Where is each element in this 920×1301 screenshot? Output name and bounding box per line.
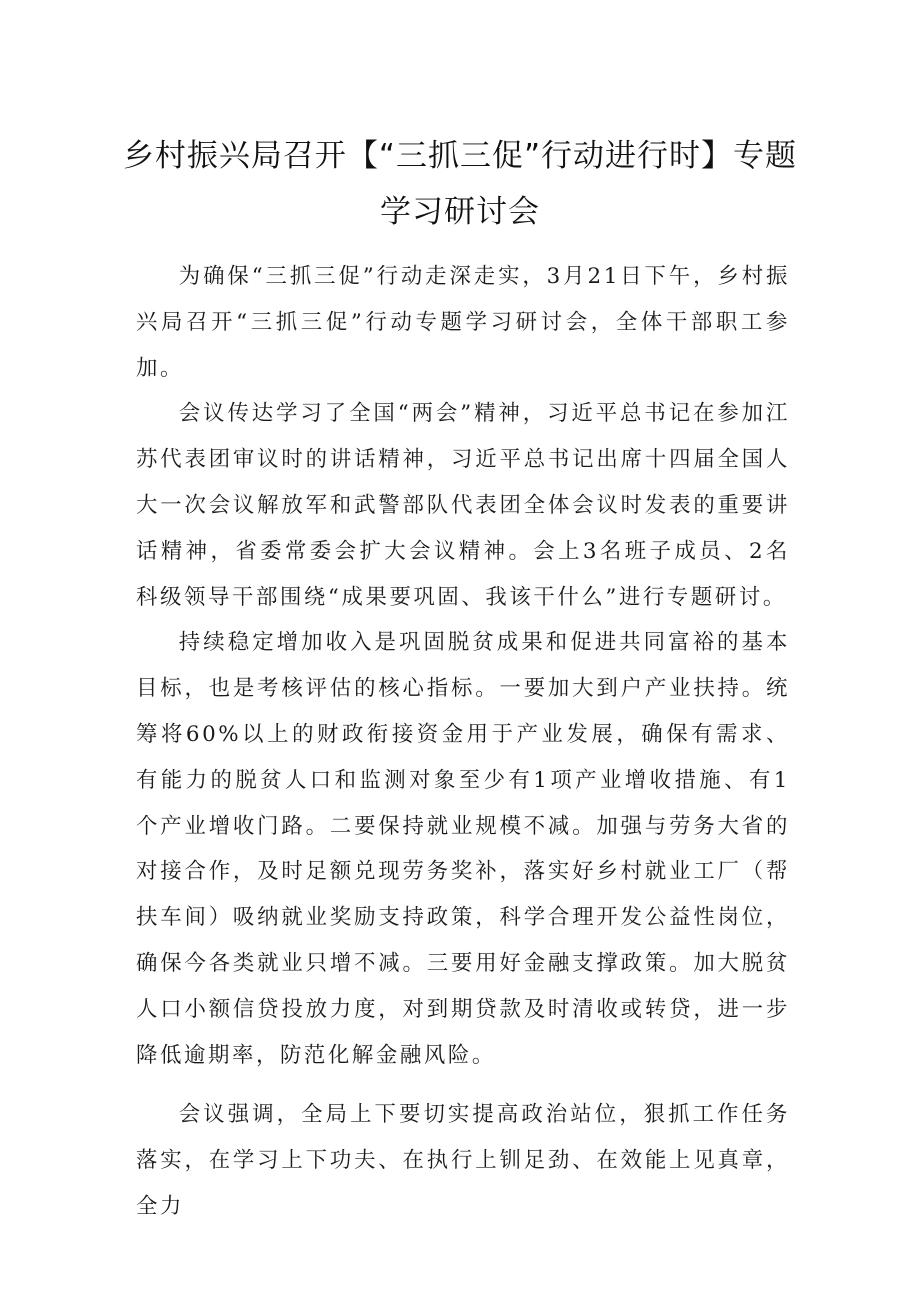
paragraph-income-measures: 持续稳定增加收入是巩固脱贫成果和促进共同富裕的基本目标，也是考核评估的核心指标。一要加大到户产业扶持。统筹将60%以上的财政衔接资金用于产业发展，确保有需求、有能力的脱贫人口和监测对象至少有1项产业增收措施、有1个产业增收门路。二要保持就业规模不减。加强与劳务大省的对接合作，及时足额兑现劳务奖补，落实好乡村就业工厂（帮扶车间）吸纳就业奖励支持政策，科学合理开发公益性岗位，确保今各类就业只增不减。三要用好金融支撑政策。加大脱贫人口小额信贷投放力度，对到期贷款及时清收或转贷，进一步降低逾期率，防范化解金融风险。 — [136, 630, 790, 1068]
paragraph-meeting-content: 会议传达学习了全国“两会”精神，习近平总书记在参加江苏代表团审议时的讲话精神，习近平总书记出席十四届全国人大一次会议解放军和武警部队代表团全体会议时发表的重要讲话精神，省委常委会扩大会议精神。会上3名班子成员、2名科级领导干部围绕“成果要巩固、我该干什么”进行专题研讨。 — [136, 401, 790, 610]
document-title: 乡村振兴局召开【“三抓三促”行动进行时】专题学习研讨会 — [122, 138, 798, 230]
paragraph-meeting-intro: 为确保“三抓三促”行动走深走实，3月21日下午，乡村振兴局召开“三抓三促”行动专题学习研讨会，全体干部职工参加。 — [136, 264, 790, 381]
paragraph-meeting-emphasis: 会议强调，全局上下要切实提高政治站位，狠抓工作任务落实，在学习上下功夫、在执行上钏足劲、在效能上见真章，全力 — [136, 1102, 790, 1219]
document-body — [136, 254, 790, 1230]
